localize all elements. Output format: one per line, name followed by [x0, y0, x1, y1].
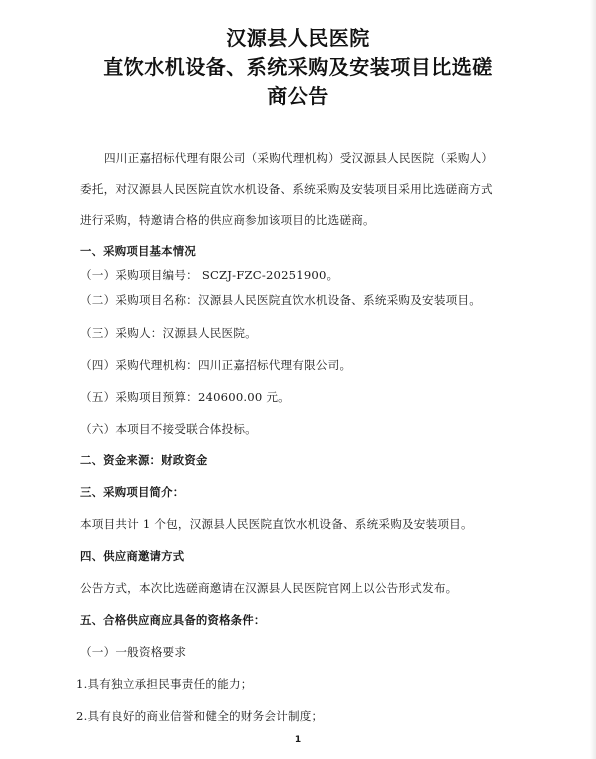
page-number: 1: [294, 735, 302, 745]
intro-line3: 进行采购，特邀请合格的供应商参加该项目的比选磋商。: [80, 213, 375, 227]
section1-item6: （六）本项目不接受联合体投标。: [80, 422, 257, 436]
section2-heading: 二、资金来源：财政资金: [80, 453, 208, 467]
section5-req1: 1.具有独立承担民事责任的能力；: [76, 677, 253, 691]
section3-body: 本项目共计 1 个包，汉源县人民医院直饮水机设备、系统采购及安装项目。: [80, 517, 473, 531]
section4-heading: 四、供应商邀请方式: [80, 549, 185, 563]
doc-title-line1: 汉源县人民医院: [226, 26, 370, 50]
doc-title-line3: 商公告: [267, 84, 329, 108]
section3-heading: 三、采购项目简介：: [80, 485, 185, 499]
section5-sub1: （一）一般资格要求: [80, 645, 187, 659]
section1-item3: （三）采购人：汉源县人民医院。: [80, 326, 257, 340]
intro-line1: 四川正嘉招标代理有限公司（采购代理机构）受汉源县人民医院（采购人）: [104, 151, 494, 165]
section1-item5: （五）采购项目预算：240600.00 元。: [80, 390, 290, 404]
doc-title-line2: 直饮水机设备、系统采购及安装项目比选磋: [103, 55, 493, 79]
page-edge-shadow: [590, 0, 596, 759]
section1-heading: 一、采购项目基本情况: [80, 244, 196, 258]
section5-req2: 2.具有良好的商业信誉和健全的财务会计制度；: [76, 709, 324, 723]
section1-item2: （二）采购项目名称：汉源县人民医院直饮水机设备、系统采购及安装项目。: [80, 293, 481, 307]
section4-body: 公告方式，本次比选磋商邀请在汉源县人民医院官网上以公告形式发布。: [80, 581, 458, 595]
intro-line2: 委托，对汉源县人民医院直饮水机设备、系统采购及安装项目采用比选磋商方式: [80, 182, 493, 196]
section5-heading: 五、合格供应商应具备的资格条件：: [80, 613, 266, 627]
section1-item4: （四）采购代理机构：四川正嘉招标代理有限公司。: [80, 358, 352, 372]
section1-item1: （一）采购项目编号： SCZJ-FZC-20251900。: [80, 268, 339, 282]
